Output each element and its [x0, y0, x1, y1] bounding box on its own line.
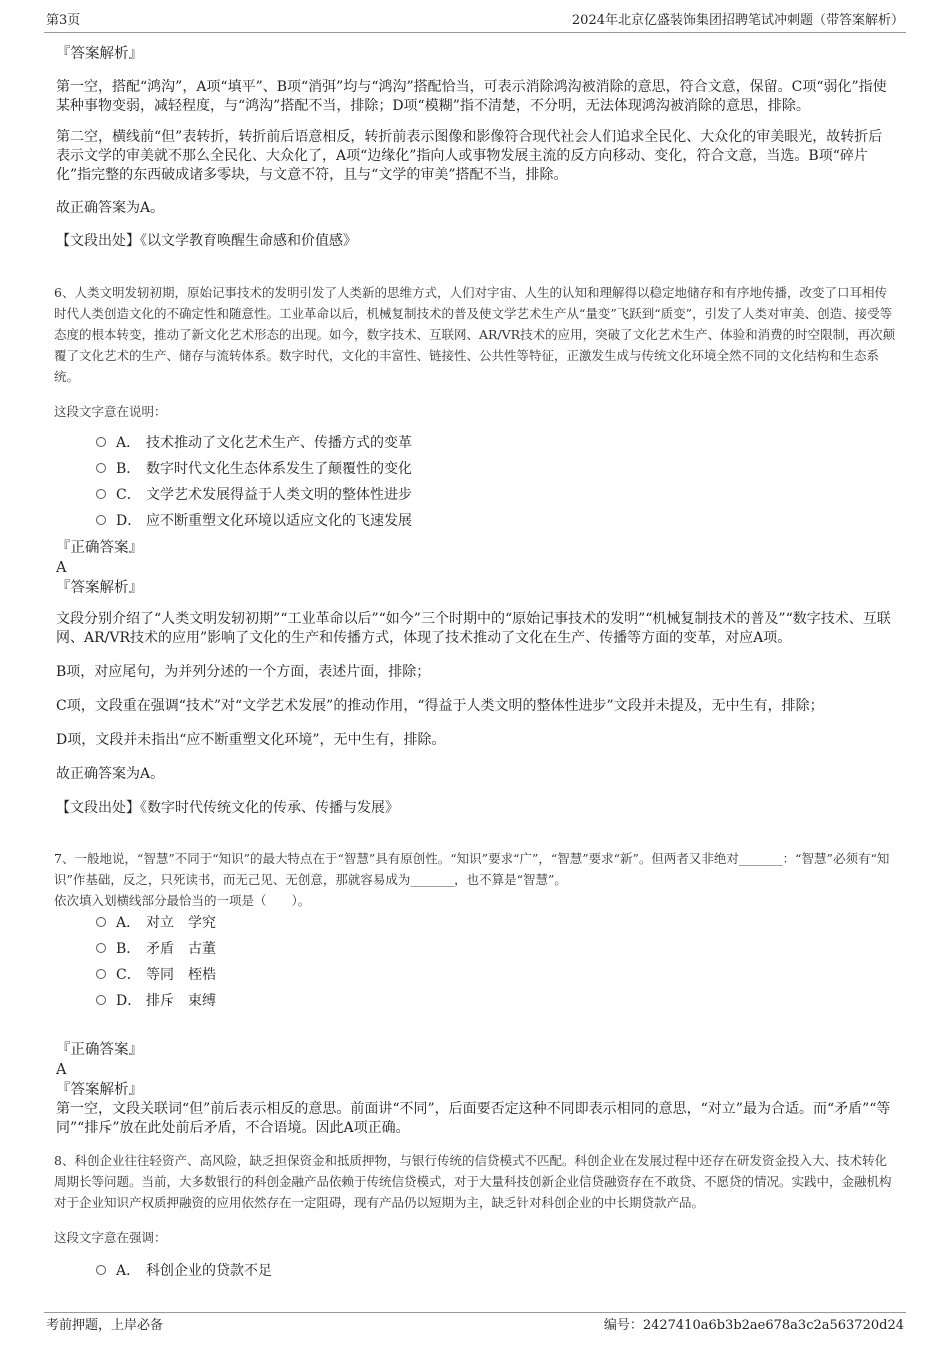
- radio-icon[interactable]: [96, 917, 106, 927]
- q8-options: [96, 1258, 272, 1284]
- radio-icon[interactable]: [96, 943, 106, 953]
- page-footer: [44, 1312, 906, 1335]
- analysis-paragraph: 第二空，横线前“但”表转折，转折前后语意相反，转折前表示图像和影像符合现代社会人们追求全民化、大众化的审美眼光，故转折后表示文学的审美就不那么全民化、大众化了，A项“边缘化”指向人或事物发展主流的反方向移动、变化，符合文意，当选。B项“碎片化”指完整的东西破成诸多零块，与文意不符，且与“文学的审美”搭配不当，排除。: [56, 129, 883, 183]
- q7-options: [96, 910, 216, 1014]
- analysis-tag: 『答案解析』: [56, 1082, 143, 1098]
- option-c[interactable]: C． 文学艺术发展得益于人类文明的整体性进步: [96, 482, 412, 508]
- answer-value: A: [56, 560, 67, 576]
- option-d[interactable]: D． 排斥 束缚: [96, 988, 216, 1014]
- question-prompt: 这段文字意在强调：: [54, 1230, 167, 1245]
- analysis-paragraph: 第一空，文段关联词“但”前后表示相反的意思。前面讲“不同”，后面要否定这种不同即表示相同的意思，“对立”最为合适。而“矛盾”“等同”“排斥”放在此处前后矛盾，不合语境。因此A项正确。: [56, 1101, 891, 1136]
- radio-icon[interactable]: [96, 463, 106, 473]
- radio-icon[interactable]: [96, 437, 106, 447]
- analysis-paragraph: 文段分别介绍了“人类文明发轫初期”“工业革命以后”“如今”三个时期中的“原始记事技术的发明”“机械复制技术的普及”“数字技术、互联网、AR/VR技术的应用”影响了文化的生产和传播方式，体现了技术推动了文化在生产、传播等方面的变革，对应A项。: [56, 611, 891, 646]
- analysis-paragraph: B项，对应尾句，为并列分述的一个方面，表述片面，排除；: [56, 664, 431, 680]
- option-a[interactable]: A． 科创企业的贷款不足: [96, 1258, 272, 1284]
- answer-tag: 『正确答案』: [56, 540, 143, 556]
- radio-icon[interactable]: [96, 489, 106, 499]
- question-stem: 7、一般地说，“智慧”不同于“知识”的最大特点在于“智慧”具有原创性。“知识”要求“广”，“智慧”要求“新”。但两者又非绝对_______：“智慧”必须有“知识”作基础，反之，只死读书，而无己见、无创意，那就容易成为_______，也不算是“智慧”。: [54, 851, 890, 887]
- document-title: 2024年北京亿盛装饰集团招聘笔试冲刺题（带答案解析）: [571, 13, 904, 28]
- option-a[interactable]: A． 对立 学究: [96, 910, 216, 936]
- conclusion: 故正确答案为A。: [56, 766, 165, 782]
- option-c[interactable]: C． 等同 桎梏: [96, 962, 216, 988]
- question-8: [56, 1150, 896, 1248]
- q7-answer-section: [56, 1040, 896, 1138]
- question-stem: 6、人类文明发轫初期，原始记事技术的发明引发了人类新的思维方式，人们对宇宙、人生的认知和理解得以稳定地储存和有序地传播，改变了口耳相传时代人类创造文化的不确定性和随意性。工业革命以后，机械复制技术的普及使文学艺术生产从“量变”飞跃到“质变”，引发了人类对审美、创造、接受等态度的根本转变，推动了新文化艺术形态的出现。如今，数字技术、互联网、AR/VR技术的应用，突破了文化艺术生产、体验和消费的时空限制，再次颠覆了文化艺术的生产、储存与流转体系。数字时代，文化的丰富性、链接性、公共性等特征，正激发生成与传统文化环境全然不同的文化结构和生态系统。: [54, 285, 896, 384]
- q6-answer-section: [56, 538, 896, 818]
- source: 【文段出处】《数字时代传统文化的传承、传播与发展》: [56, 800, 399, 816]
- question-7: [56, 848, 896, 911]
- analysis-tag: 『答案解析』: [56, 580, 143, 596]
- analysis-paragraph: C项，文段重在强调“技术”对“文学艺术发展”的推动作用，“得益于人类文明的整体性进步”文段并未提及，无中生有，排除；: [56, 698, 824, 714]
- document-id: 编号：2427410a6b3b2ae678a3c2a563720d24: [603, 1318, 904, 1333]
- q6-options: [96, 430, 412, 534]
- question-stem: 8、科创企业往往轻资产、高风险，缺乏担保资金和抵质押物，与银行传统的信贷模式不匹配。科创企业在发展过程中还存在研发资金投入大、技术转化周期长等问题。当前，大多数银行的科创金融产品依赖于传统信贷模式，对于大量科技创新企业信贷融资存在不敢贷、不愿贷的情况。实践中，金融机构对于企业知识产权质押融资的应用依然存在一定阻碍，现有产品仍以短期为主，缺乏针对科创企业的中长期贷款产品。: [54, 1153, 892, 1210]
- question-6: [56, 282, 896, 422]
- analysis-paragraph: 第一空，搭配“鸿沟”，A项“填平”、B项“消弭”均与“鸿沟”搭配恰当，可表示消除鸿沟被消除的意思，符合文意，保留。C项“弱化”指使某种事物变弱，减轻程度，与“鸿沟”搭配不当，排除；D项“模糊”指不清楚，不分明，无法体现鸿沟被消除的意思，排除。: [56, 79, 887, 114]
- radio-icon[interactable]: [96, 995, 106, 1005]
- analysis-paragraph: D项，文段并未指出“应不断重塑文化环境”，无中生有，排除。: [56, 732, 446, 748]
- question-prompt: 这段文字意在说明：: [54, 404, 167, 419]
- question-prompt: 依次填入划横线部分最恰当的一项是（ ）。: [54, 893, 311, 908]
- analysis-tag: 『答案解析』: [56, 46, 143, 62]
- option-a[interactable]: A． 技术推动了文化艺术生产、传播方式的变革: [96, 430, 412, 456]
- q5-analysis-section: [56, 44, 896, 251]
- footer-slogan: 考前押题，上岸必备: [46, 1318, 164, 1333]
- radio-icon[interactable]: [96, 515, 106, 525]
- radio-icon[interactable]: [96, 969, 106, 979]
- page-number: 第3页: [46, 13, 81, 28]
- answer-value: A: [56, 1062, 67, 1078]
- source: 【文段出处】《以文学教育唤醒生命感和价值感》: [56, 233, 357, 249]
- radio-icon[interactable]: [96, 1265, 106, 1275]
- option-b[interactable]: B． 矛盾 古董: [96, 936, 216, 962]
- conclusion: 故正确答案为A。: [56, 200, 165, 216]
- page-header: [44, 10, 906, 33]
- option-d[interactable]: D． 应不断重塑文化环境以适应文化的飞速发展: [96, 508, 412, 534]
- answer-tag: 『正确答案』: [56, 1042, 143, 1058]
- option-b[interactable]: B． 数字时代文化生态体系发生了颠覆性的变化: [96, 456, 412, 482]
